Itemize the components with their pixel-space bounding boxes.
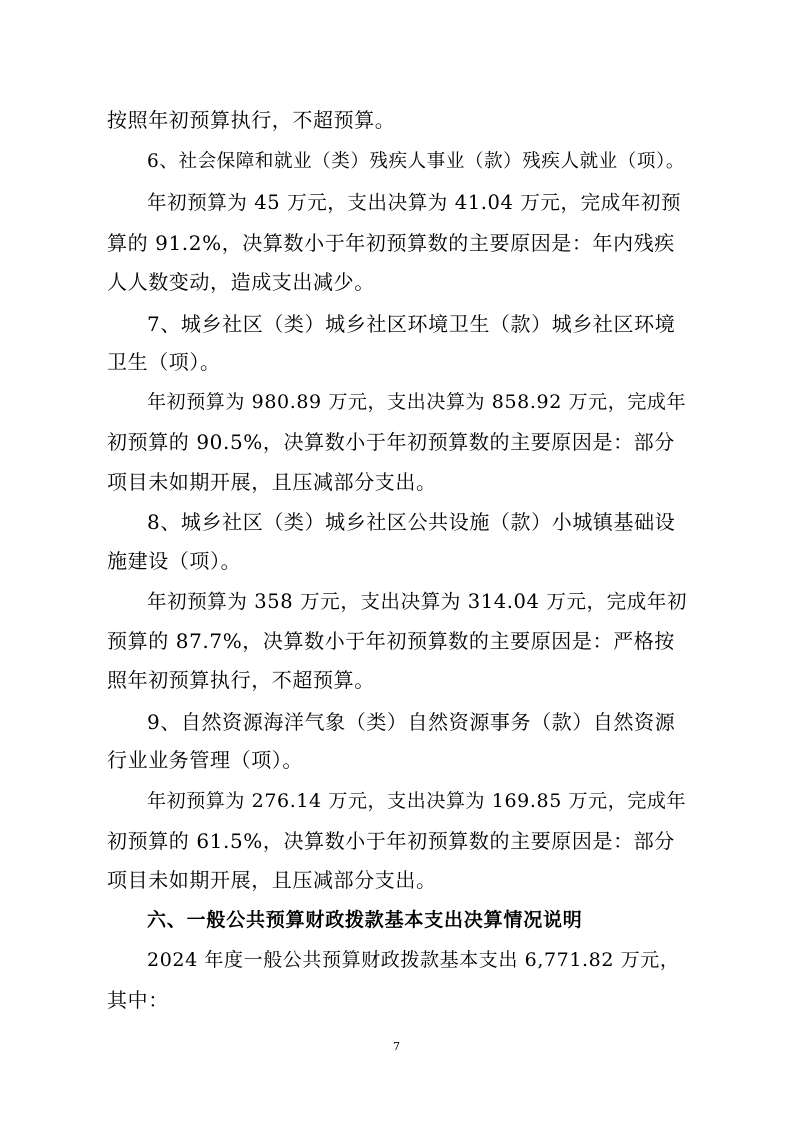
text-line: 初预算的 61.5%，决算数小于年初预算数的主要原因是：部分 [107, 829, 675, 853]
text-line: 年初预算为 358 万元，支出决算为 314.04 万元，完成年初 [147, 590, 688, 613]
text-line: 其中： [107, 988, 169, 1012]
page-number: 7 [393, 1040, 400, 1053]
text-line: 项目未如期开展，且压减部分支出。 [107, 868, 437, 892]
text-line: 8、城乡社区（类）城乡社区公共设施（款）小城镇基础设 [147, 510, 676, 534]
text-line: 年初预算为 45 万元，支出决算为 41.04 万元，完成年初预 [147, 191, 682, 214]
text-line: 卫生（项）。 [107, 350, 221, 374]
text-line: 7、城乡社区（类）城乡社区环境卫生（款）城乡社区环境 [147, 312, 676, 336]
text-line: 算的 91.2%，决算数小于年初预算数的主要原因是：年内残疾 [107, 231, 675, 255]
text-line: 施建设（项）。 [107, 549, 242, 573]
text-line: 照年初预算执行，不超预算。 [107, 668, 375, 692]
text-line: 项目未如期开展，且压减部分支出。 [107, 470, 437, 494]
text-line: 按照年初预算执行，不超预算。 [107, 108, 396, 132]
section-heading: 六、一般公共预算财政拨款基本支出决算情况说明 [147, 909, 583, 931]
text-line: 初预算的 90.5%，决算数小于年初预算数的主要原因是：部分 [107, 430, 675, 454]
text-line: 预算的 87.7%，决算数小于年初预算数的主要原因是：严格按 [107, 629, 675, 653]
text-line: 年初预算为 276.14 万元，支出决算为 169.85 万元，完成年 [147, 790, 687, 812]
text-line: 年初预算为 980.89 万元，支出决算为 858.92 万元，完成年 [147, 391, 687, 413]
text-line: 9、自然资源海洋气象（类）自然资源事务（款）自然资源 [147, 710, 676, 734]
text-line: 人人数变动，造成支出减少。 [107, 270, 375, 294]
text-line: 行业业务管理（项）。 [107, 748, 303, 772]
text-line: 2024 年度一般公共预算财政拨款基本支出 6,771.82 万元， [147, 949, 680, 971]
text-line: 6、社会保障和就业（类）残疾人事业（款）残疾人就业（项）。 [147, 151, 685, 172]
